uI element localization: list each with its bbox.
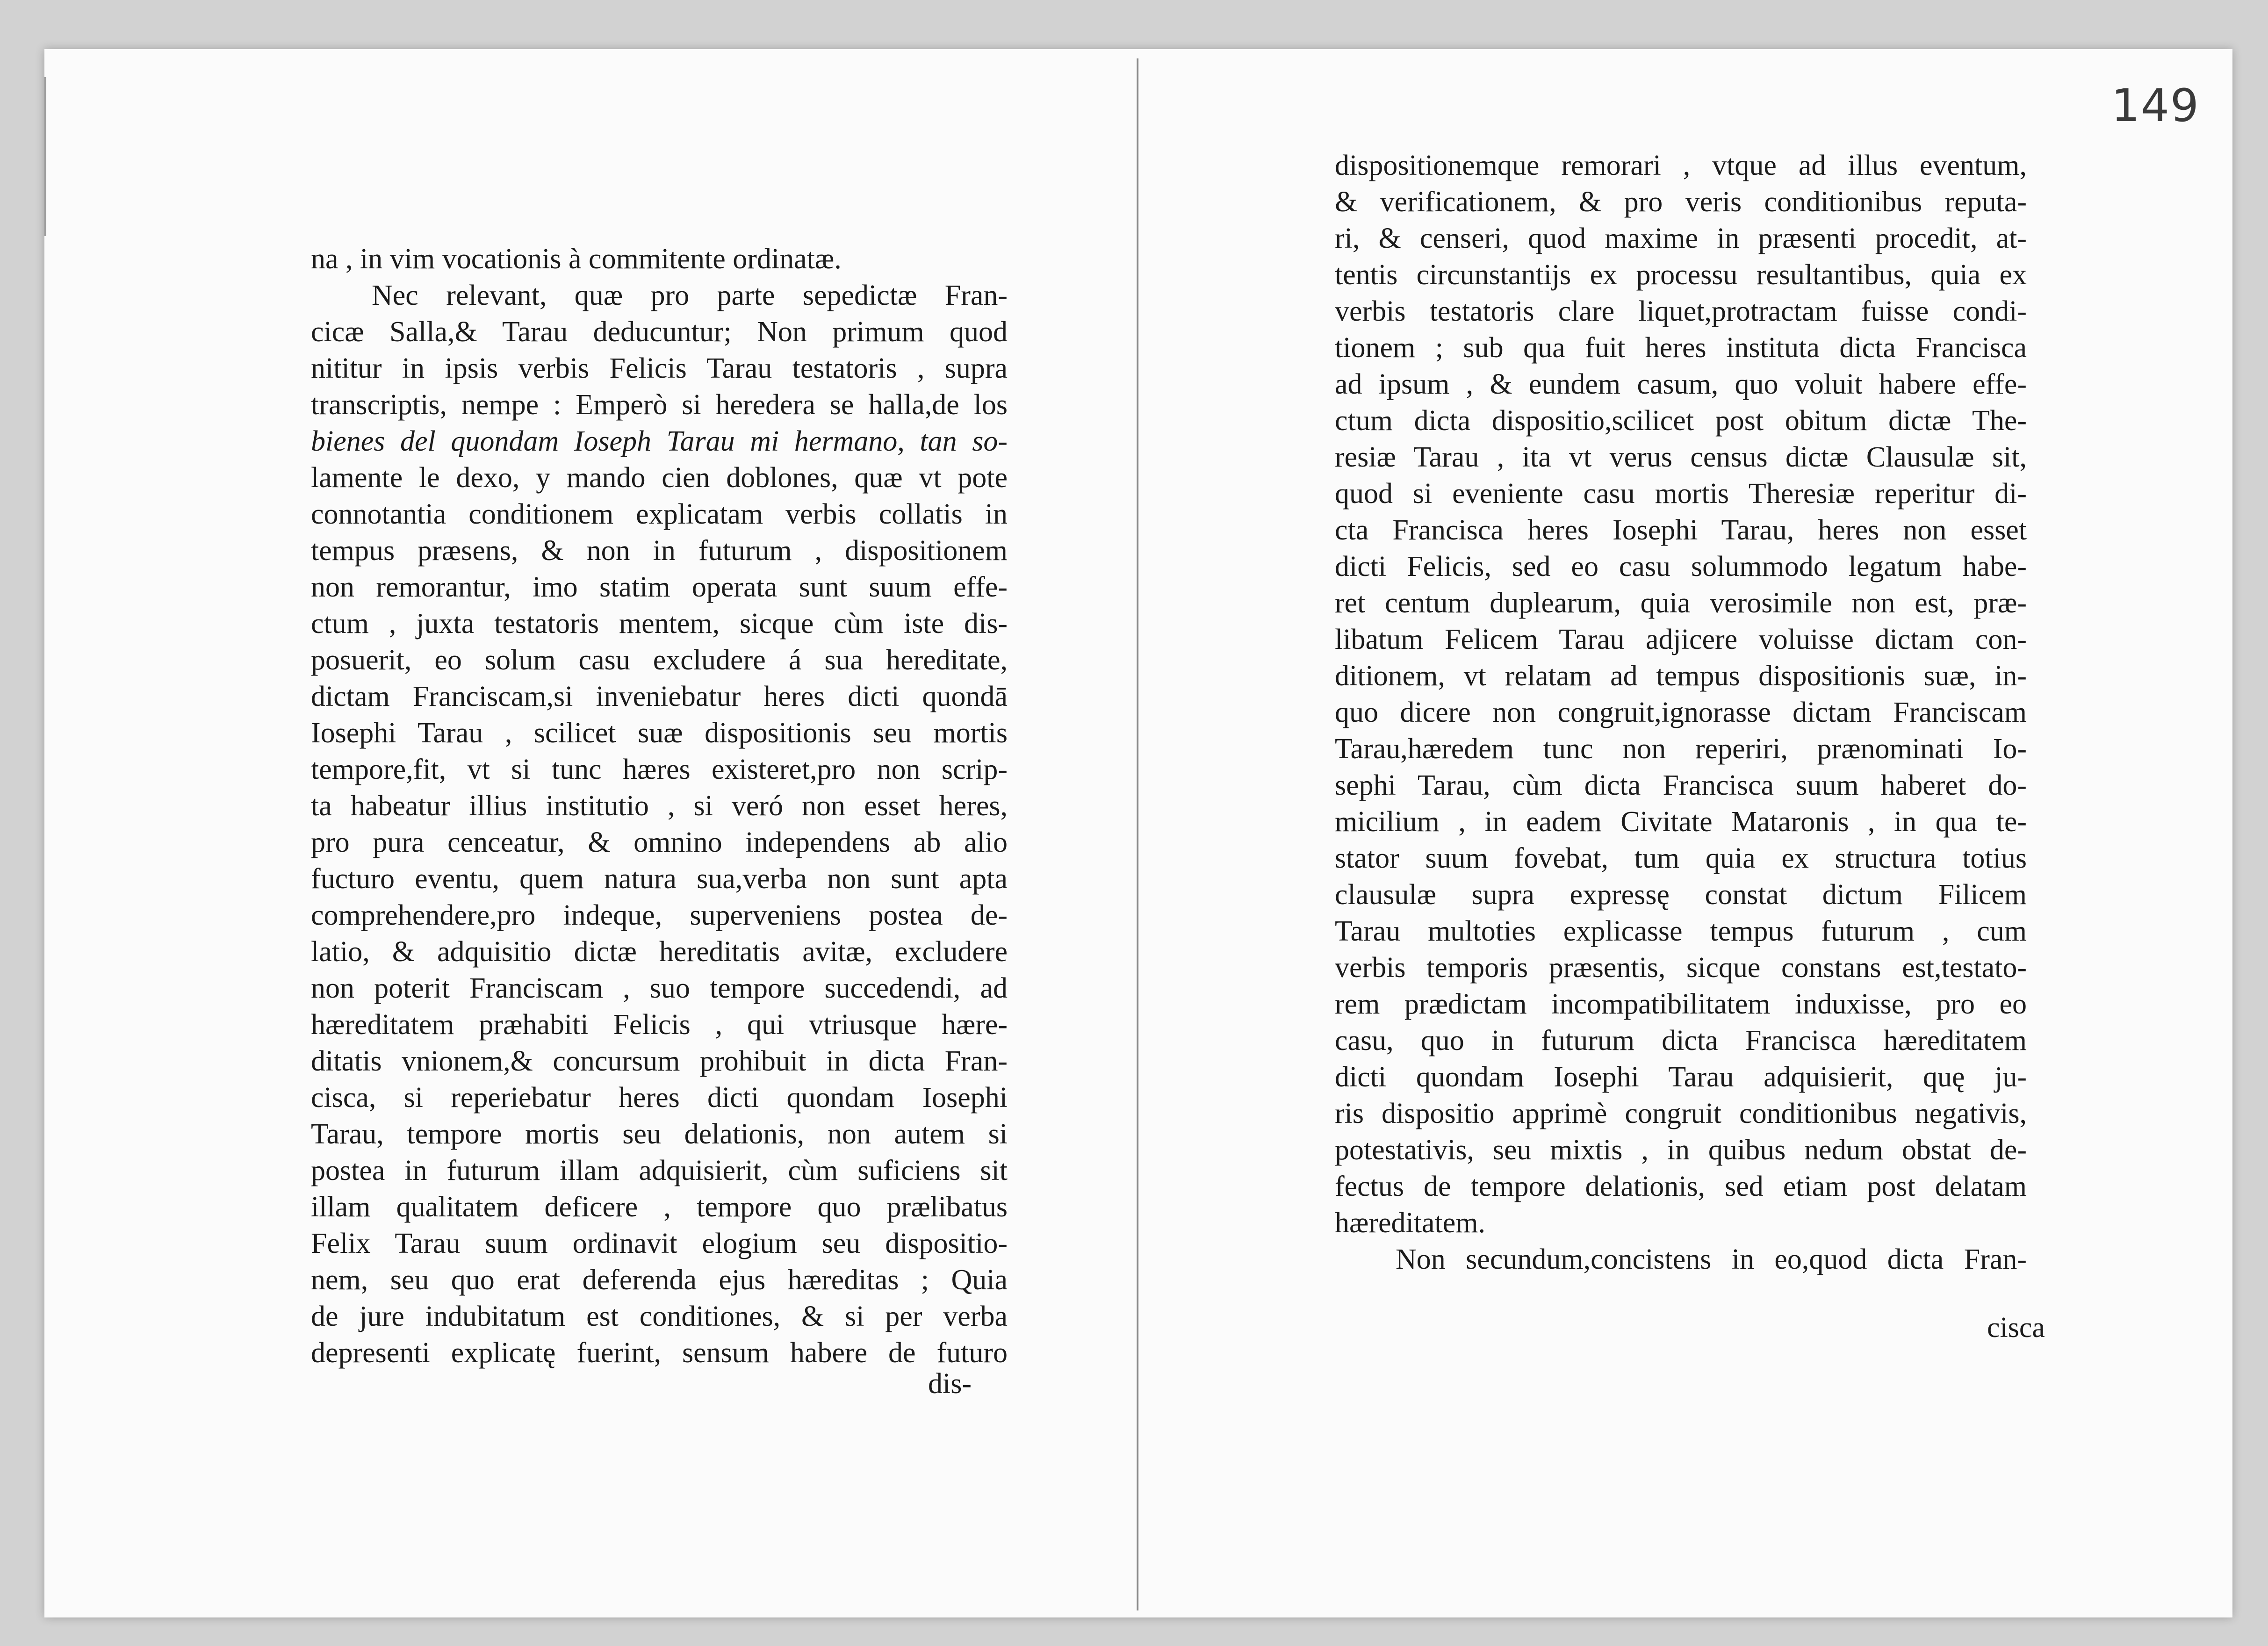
text-line: nititur in ipsis verbis Felicis Tarau testatoris , supra [311, 352, 1008, 384]
text-line: ad ipsum , & eundem casum, quo voluit habere effe- [1335, 368, 2027, 400]
text-line: tempore,fit, vt si tunc hæres existeret,pro non scrip- [311, 754, 1008, 785]
text-line: clausulæ supra expressę constat dictum Filicem [1335, 879, 2027, 911]
text-line: postea in futurum illam adquisierit, cùm suficiens sit [311, 1155, 1008, 1186]
text-line: cicæ Salla,& Tarau deducuntur; Non primum quod [311, 316, 1008, 348]
left-text-block [311, 241, 1008, 1371]
text-line: latio, & adquisitio dictæ hereditatis avitæ, excludere [311, 936, 1008, 968]
text-line: ret centum duplearum, quia verosimile non est, præ- [1335, 587, 2027, 619]
text-line: Non secundum,concistens in eo,quod dicta Fran- [1396, 1243, 2027, 1275]
text-line: ditionem, vt relatam ad tempus dispositionis suæ, in- [1335, 660, 2027, 692]
text-line: hæreditatem præhabiti Felicis , qui vtriusque hære- [311, 1009, 1008, 1041]
text-line: dispositionemque remorari , vtque ad illus eventum, [1335, 150, 2027, 181]
text-line: ditatis vnionem,& concursum prohibuit in dicta Fran- [311, 1045, 1008, 1077]
text-line: lamente le dexo, y mando cien doblones, quæ vt pote [311, 462, 1008, 494]
text-line: pro pura cenceatur, & omnino independens ab alio [311, 827, 1008, 858]
text-line: na , in vim vocationis à commitente ordinatæ. [311, 243, 842, 275]
text-line: Tarau, tempore mortis seu delationis, non autem si [311, 1118, 1008, 1150]
text-line: quod si eveniente casu mortis Theresiæ reperitur di- [1335, 478, 2027, 510]
text-line: connotantia conditionem explicatam verbis collatis in [311, 498, 1008, 530]
text-line: & verificationem, & pro veris conditionibus reputa- [1335, 186, 2027, 218]
text-line: libatum Felicem Tarau adjicere voluisse dictam con- [1335, 624, 2027, 655]
text-line: ctum , juxta testatoris mentem, sicque cùm iste dis- [311, 608, 1008, 640]
text-line: potestativis, seu mixtis , in quibus nedum obstat de- [1335, 1134, 2027, 1166]
text-line: dictam Franciscam,si inveniebatur heres dicti quondā [311, 681, 1008, 712]
text-line: ri, & censeri, quod maxime in præsenti procedit, at- [1335, 223, 2027, 254]
book-spread [44, 49, 2232, 1617]
text-line: micilium , in eadem Civitate Mataronis , in qua te- [1335, 806, 2027, 838]
text-line: non remorantur, imo statim operata sunt suum effe- [311, 571, 1008, 603]
text-line: cta Francisca heres Iosephi Tarau, heres non esset [1335, 514, 2027, 546]
text-line: fectus de tempore delationis, sed etiam post delatam [1335, 1171, 2027, 1202]
text-line: verbis temporis præsentis, sicque constans est,testato- [1335, 952, 2027, 984]
text-line: verbis testatoris clare liquet,protractam fuisse condi- [1335, 295, 2027, 327]
text-line: posuerit, eo solum casu excludere á sua hereditate, [311, 644, 1008, 676]
text-line: ta habeatur illius institutio , si veró non esset heres, [311, 790, 1008, 822]
text-line: dicti quondam Iosephi Tarau adquisierit, quę ju- [1335, 1061, 2027, 1093]
text-line: non poterit Franciscam , suo tempore succedendi, ad [311, 972, 1008, 1004]
page-edge-shadow [44, 77, 46, 236]
text-line: resiæ Tarau , ita vt verus census dictæ Clausulæ sit, [1335, 441, 2027, 473]
catchword: cisca [1987, 1312, 2045, 1344]
text-line: fucturo eventu, quem natura sua,verba non sunt apta [311, 863, 1008, 895]
text-line: tentis circunstantijs ex processu resultantibus, quia ex [1335, 259, 2027, 291]
text-line: sephi Tarau, cùm dicta Francisca suum haberet do- [1335, 769, 2027, 801]
text-line: dicti Felicis, sed eo casu solummodo legatum habe- [1335, 551, 2027, 582]
text-line: Iosephi Tarau , scilicet suæ dispositionis seu mortis [311, 717, 1008, 749]
text-line: de jure indubitatum est conditiones, & si per verba [311, 1301, 1008, 1332]
text-line: bienes del quondam Ioseph Tarau mi hermano, tan so- [311, 425, 1008, 457]
text-line: tionem ; sub qua fuit heres instituta dicta Francisca [1335, 332, 2027, 364]
text-line: ctum dicta dispositio,scilicet post obitum dictæ The- [1335, 405, 2027, 437]
text-line: stator suum fovebat, tum quia ex structura totius [1335, 842, 2027, 874]
text-line: Tarau,hæredem tunc non reperiri, prænominati Io- [1335, 733, 2027, 765]
right-text-block [1335, 147, 2027, 1278]
text-line: hæreditatem. [1335, 1207, 1485, 1239]
text-line: transcriptis, nempe : Emperò si heredera se halla,de los [311, 389, 1008, 421]
text-line: illam qualitatem deficere , tempore quo prælibatus [311, 1191, 1008, 1223]
text-line: quo dicere non congruit,ignorasse dictam Franciscam [1335, 697, 2027, 728]
text-line: nem, seu quo erat deferenda ejus hæreditas ; Quia [311, 1264, 1008, 1296]
folio-number: 149 [2111, 79, 2200, 132]
text-line: Tarau multoties explicasse tempus futurum , cum [1335, 915, 2027, 947]
text-line: comprehendere,pro indeque, superveniens postea de- [311, 899, 1008, 931]
left-page [44, 49, 1139, 1617]
catchword: dis- [928, 1368, 972, 1400]
text-line: Felix Tarau suum ordinavit elogium seu dispositio- [311, 1228, 1008, 1259]
text-line: cisca, si reperiebatur heres dicti quondam Iosephi [311, 1082, 1008, 1114]
right-page [1138, 49, 2232, 1617]
text-line: Nec relevant, quæ pro parte sepedictæ Fran- [372, 280, 1008, 311]
text-line: tempus præsens, & non in futurum , dispositionem [311, 535, 1008, 567]
text-line: casu, quo in futurum dicta Francisca hæreditatem [1335, 1025, 2027, 1057]
text-line: rem prædictam incompatibilitatem induxisse, pro eo [1335, 988, 2027, 1020]
text-line: ris dispositio apprimè congruit conditionibus negativis, [1335, 1098, 2027, 1129]
text-line: depresenti explicatę fuerint, sensum habere de futuro [311, 1337, 1008, 1369]
